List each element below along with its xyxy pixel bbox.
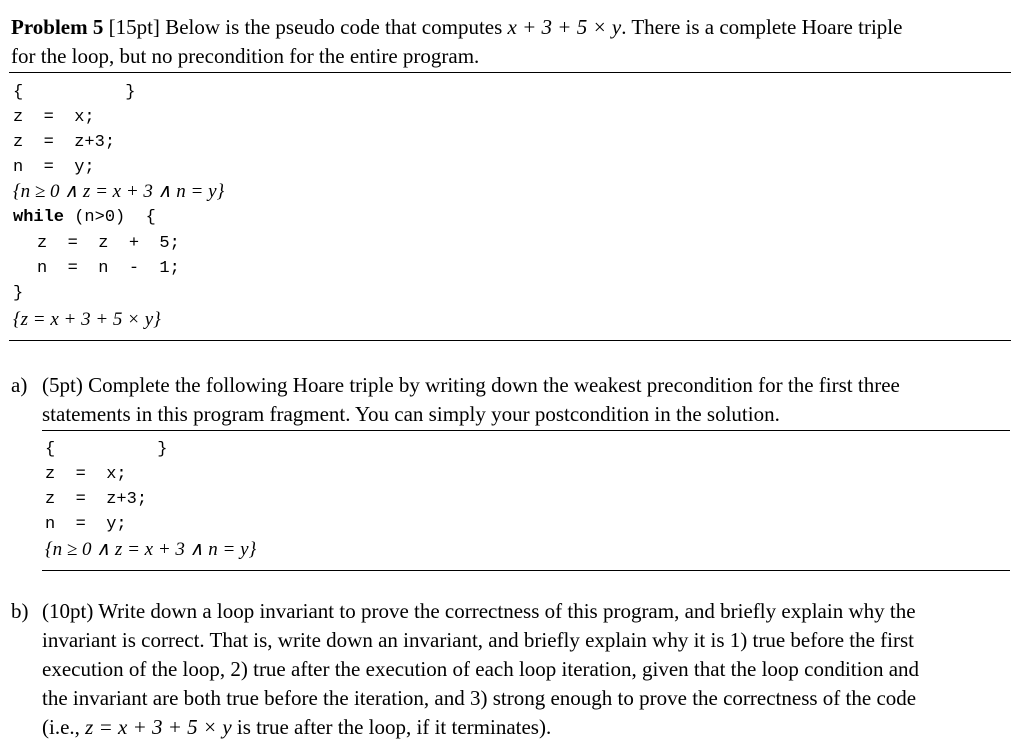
code-while-condition: (n>0) { bbox=[64, 208, 156, 227]
code-line: z = z+3; bbox=[13, 133, 116, 152]
code-line: n = y; bbox=[13, 158, 95, 177]
part-b-text-line: the invariant are both true before the iteration, and 3) strong enough to prove the correctness of the code bbox=[42, 686, 917, 710]
problem-label: Problem 5 bbox=[11, 15, 104, 39]
divider bbox=[9, 340, 1011, 341]
part-a-empty-precondition: { } bbox=[45, 440, 168, 459]
code-empty-precondition: { } bbox=[13, 83, 136, 102]
divider bbox=[9, 72, 1011, 73]
code-close-brace: } bbox=[13, 284, 24, 303]
part-b-text-line: execution of the loop, 2) true after the execution of each loop iteration, given that the loop condition and bbox=[42, 657, 920, 681]
part-a-code-line: z = x; bbox=[45, 465, 127, 484]
part-a-text-line: statements in this program fragment. You can simply your postcondition in the solution. bbox=[42, 402, 780, 426]
code-loop-precondition: {n ≥ 0 ∧ z = x + 3 ∧ n = y} bbox=[13, 181, 225, 202]
code-while-line bbox=[13, 208, 156, 228]
part-b-text-line: (10pt) Write down a loop invariant to prove the correctness of this program, and briefly explain why the bbox=[42, 599, 916, 623]
code-line: z = x; bbox=[13, 108, 95, 127]
problem-intro-text: Below is the pseudo code that computes bbox=[165, 15, 503, 39]
part-b-line5-math: z = x + 3 + 5 × y bbox=[85, 715, 232, 739]
problem-intro-line2: for the loop, but no precondition for the entire program. bbox=[11, 44, 480, 68]
problem-points: [15pt] bbox=[108, 15, 160, 39]
part-b-line5-start: (i.e., bbox=[42, 715, 80, 739]
code-postcondition: {z = x + 3 + 5 × y} bbox=[13, 309, 161, 330]
part-b-text-line: invariant is correct. That is, write down an invariant, and briefly explain why it is 1) true before the first bbox=[42, 628, 915, 652]
part-a-label: a) bbox=[11, 373, 28, 397]
problem-statement bbox=[11, 13, 902, 42]
part-a-postcondition: {n ≥ 0 ∧ z = x + 3 ∧ n = y} bbox=[45, 539, 257, 560]
part-a-code-line: z = z+3; bbox=[45, 490, 148, 509]
divider bbox=[42, 430, 1010, 431]
divider bbox=[42, 570, 1010, 571]
problem-intro-text-after: . There is a complete Hoare triple bbox=[621, 15, 903, 39]
part-b-text-line-5 bbox=[42, 713, 551, 742]
part-a-code-line: n = y; bbox=[45, 515, 127, 534]
code-while-keyword: while bbox=[13, 208, 65, 227]
part-b-label: b) bbox=[11, 599, 29, 623]
part-a-text-line: (5pt) Complete the following Hoare triple by writing down the weakest precondition for the first three bbox=[42, 373, 900, 397]
code-loop-body-line: n = n - 1; bbox=[37, 259, 180, 278]
part-b-line5-end: is true after the loop, if it terminates). bbox=[236, 715, 552, 739]
problem-intro-math: x + 3 + 5 × y bbox=[507, 15, 622, 39]
code-loop-body-line: z = z + 5; bbox=[37, 234, 180, 253]
